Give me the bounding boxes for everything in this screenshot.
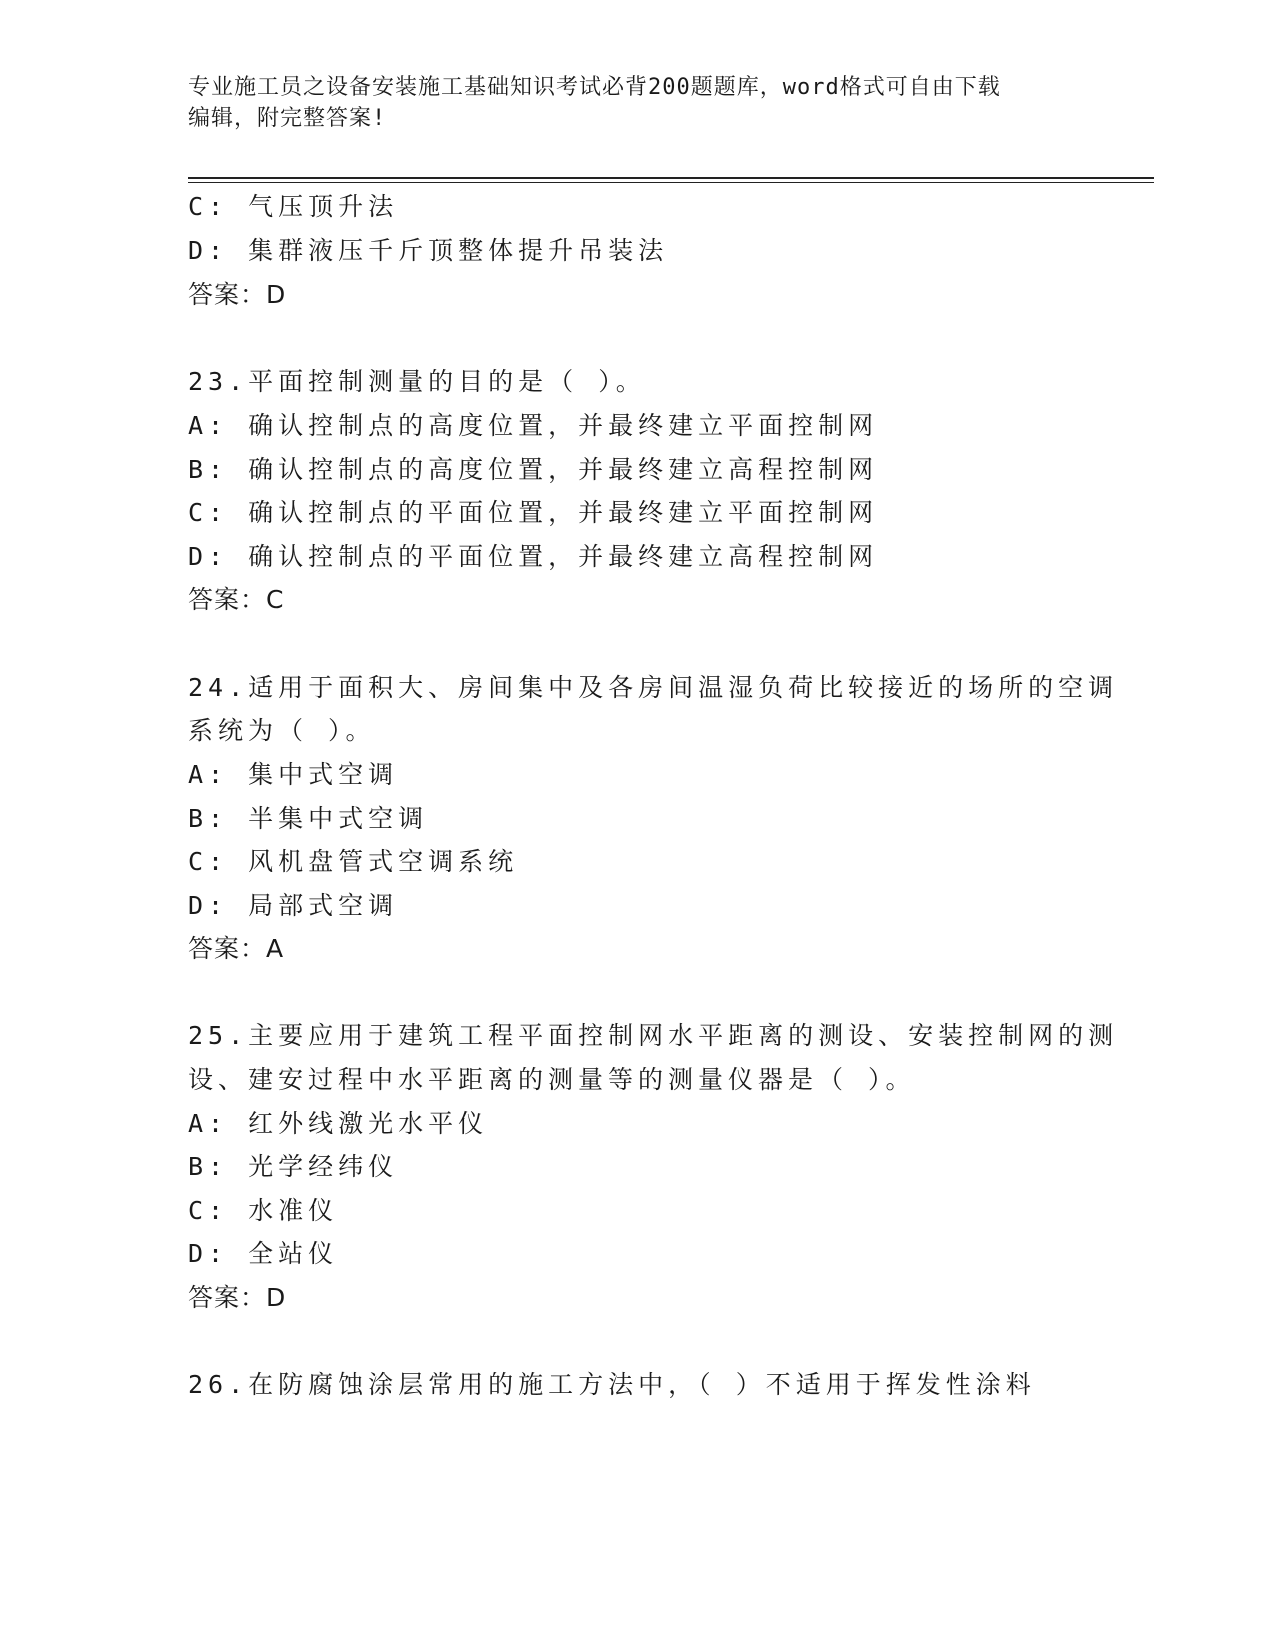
q23-answer: 答案：C [188,585,285,614]
q24-answer: 答案：A [188,934,285,963]
q25-option-c: C: 水准仪 [188,1196,339,1225]
q23-option-d: D: 确认控制点的平面位置，并最终建立高程控制网 [188,542,879,571]
q23-option-b: B: 确认控制点的高度位置，并最终建立高程控制网 [188,455,879,484]
q25-answer: 答案：D [188,1283,287,1312]
q25-question-line-2: 设、建安过程中水平距离的测量等的测量仪器是（ ）。 [188,1065,916,1094]
q24-option-a: A: 集中式空调 [188,760,399,789]
document-header [188,72,1068,134]
q24-option-c: C: 风机盘管式空调系统 [188,847,519,876]
q23-option-c: C: 确认控制点的平面位置，并最终建立平面控制网 [188,498,879,527]
q22-option-c: C: 气压顶升法 [188,192,399,221]
q24-question-line-1: 24.适用于面积大、房间集中及各房间温湿负荷比较接近的场所的空调 [188,673,1119,702]
q25-option-a: A: 红外线激光水平仪 [188,1109,489,1138]
q24-option-b: B: 半集中式空调 [188,804,429,833]
header-title-line-2: 编辑，附完整答案! [188,106,387,131]
q25-option-b: B: 光学经纬仪 [188,1152,399,1181]
header-title-line-1: 专业施工员之设备安装施工基础知识考试必背200题题库，word格式可自由下载 [188,75,1001,100]
q23-question: 23.平面控制测量的目的是（ ）。 [188,367,646,396]
q23-option-a: A: 确认控制点的高度位置，并最终建立平面控制网 [188,411,879,440]
q24-question-line-2: 系统为（ ）。 [188,716,376,745]
q22-option-d: D: 集群液压千斤顶整体提升吊装法 [188,236,669,265]
header-divider-thick [188,177,1154,179]
header-divider-thin [188,182,1154,183]
q26-question: 26.在防腐蚀涂层常用的施工方法中，（ ）不适用于挥发性涂料 [188,1370,1036,1399]
q25-option-d: D: 全站仪 [188,1239,339,1268]
q25-question-line-1: 25.主要应用于建筑工程平面控制网水平距离的测设、安装控制网的测 [188,1021,1119,1050]
q22-answer: 答案：D [188,280,287,309]
q24-option-d: D: 局部式空调 [188,891,399,920]
